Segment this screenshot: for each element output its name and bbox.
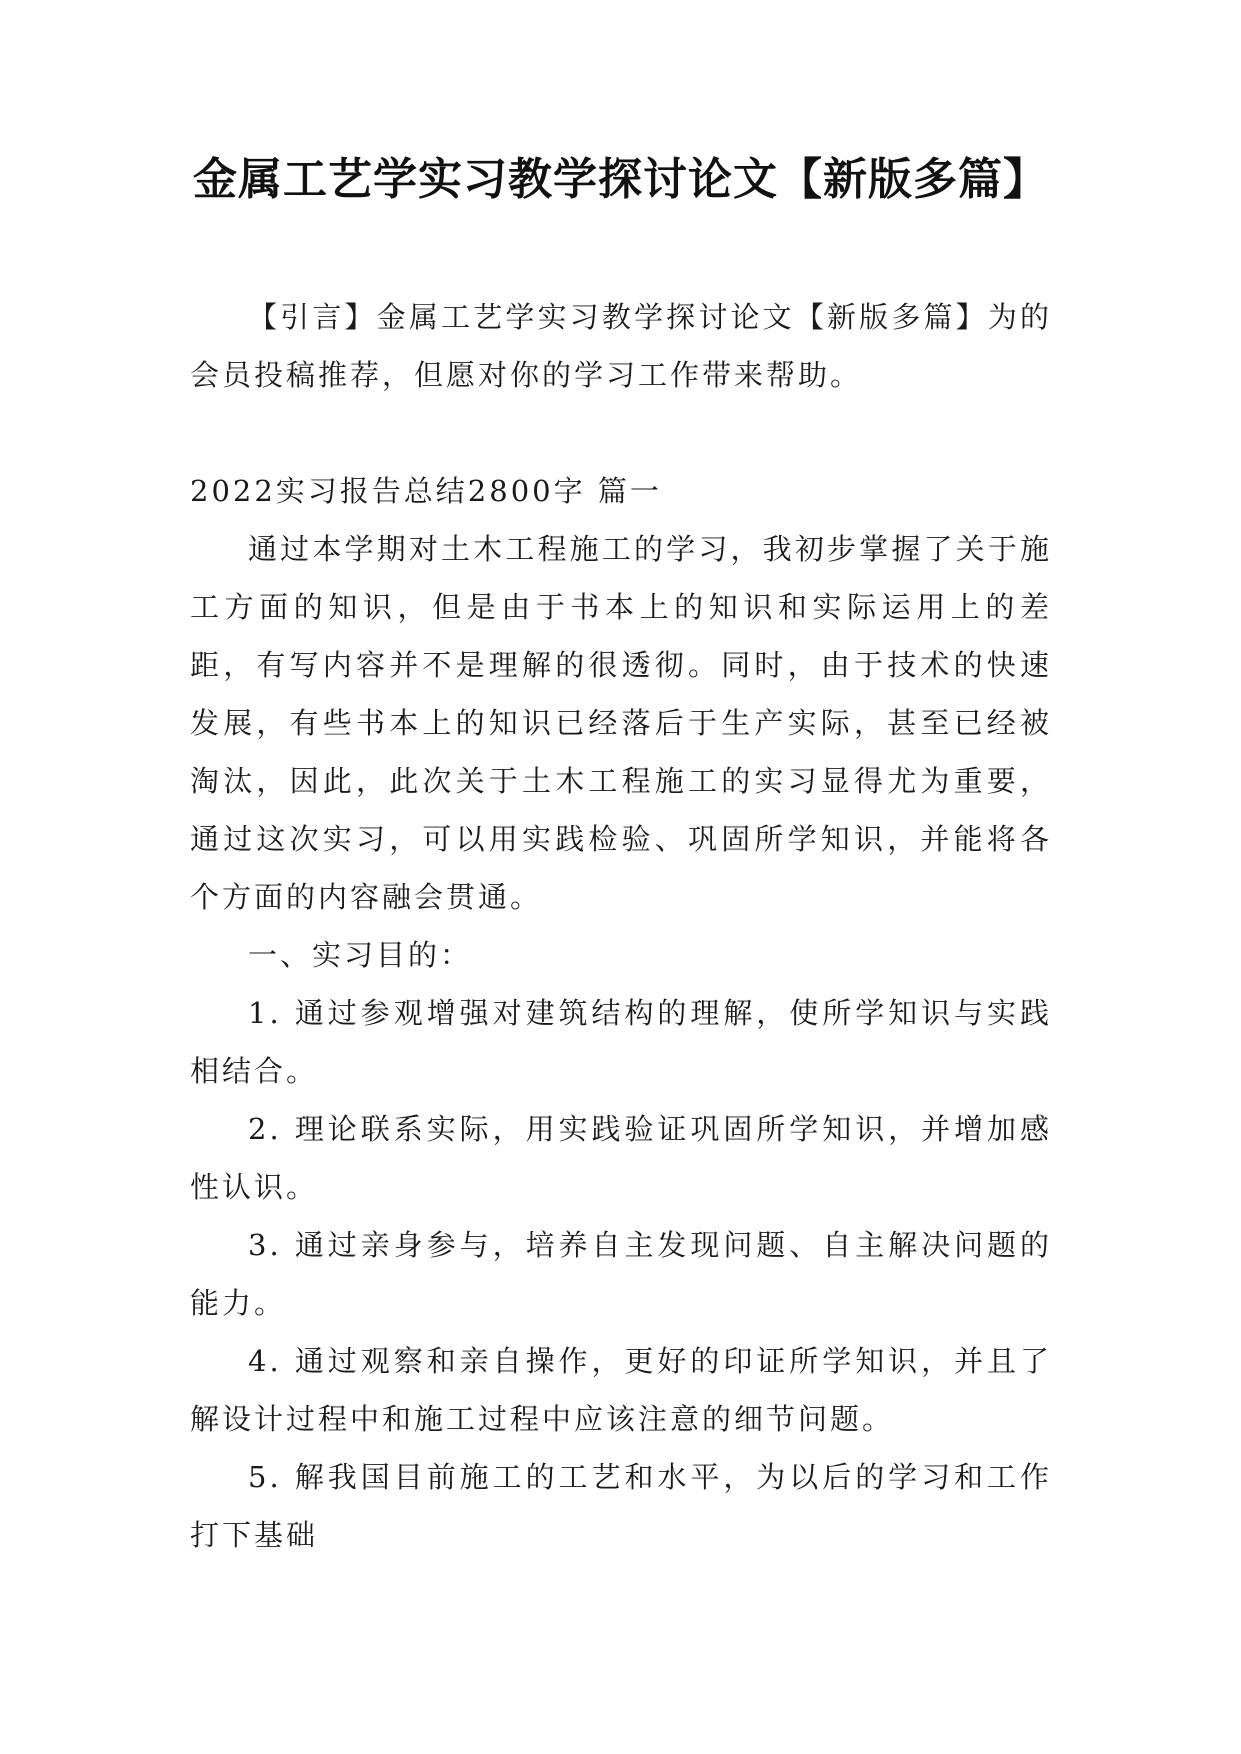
list-item: 3. 通过亲身参与，培养自主发现问题、自主解决问题的能力。 [190, 1228, 1052, 1320]
section-subheading: 一、实习目的： [248, 938, 473, 972]
list-item: 2. 理论联系实际，用实践验证巩固所学知识，并增加感性认识。 [190, 1112, 1052, 1204]
list-item: 4. 通过观察和亲自操作，更好的印证所学知识，并且了解设计过程中和施工过程中应该注意的细节问题。 [190, 1344, 1052, 1436]
list-item: 1. 通过参观增强对建筑结构的理解，使所学知识与实践相结合。 [190, 996, 1052, 1088]
list-item: 5. 解我国目前施工的工艺和水平，为以后的学习和工作打下基础 [190, 1460, 1052, 1552]
intro-paragraph: 【引言】金属工艺学实习教学探讨论文【新版多篇】为的会员投稿推荐，但愿对你的学习工作带来帮助。 [190, 300, 1052, 392]
intro-block [190, 288, 1052, 404]
document-title: 金属工艺学实习教学探讨论文【新版多篇】 [193, 154, 1048, 205]
section-heading: 2022实习报告总结2800字 篇一 [190, 474, 662, 508]
body-block [190, 462, 1052, 1564]
body-paragraph: 通过本学期对土木工程施工的学习，我初步掌握了关于施工方面的知识，但是由于书本上的知识和实际运用上的差距，有写内容并不是理解的很透彻。同时，由于技术的快速发展，有些书本上的知识已经落后于生产实际，甚至已经被淘汰，因此，此次关于土木工程施工的实习显得尤为重要，通过这次实习，可以用实践检验、巩固所学知识，并能将各个方面的内容融会贯通。 [190, 532, 1052, 914]
